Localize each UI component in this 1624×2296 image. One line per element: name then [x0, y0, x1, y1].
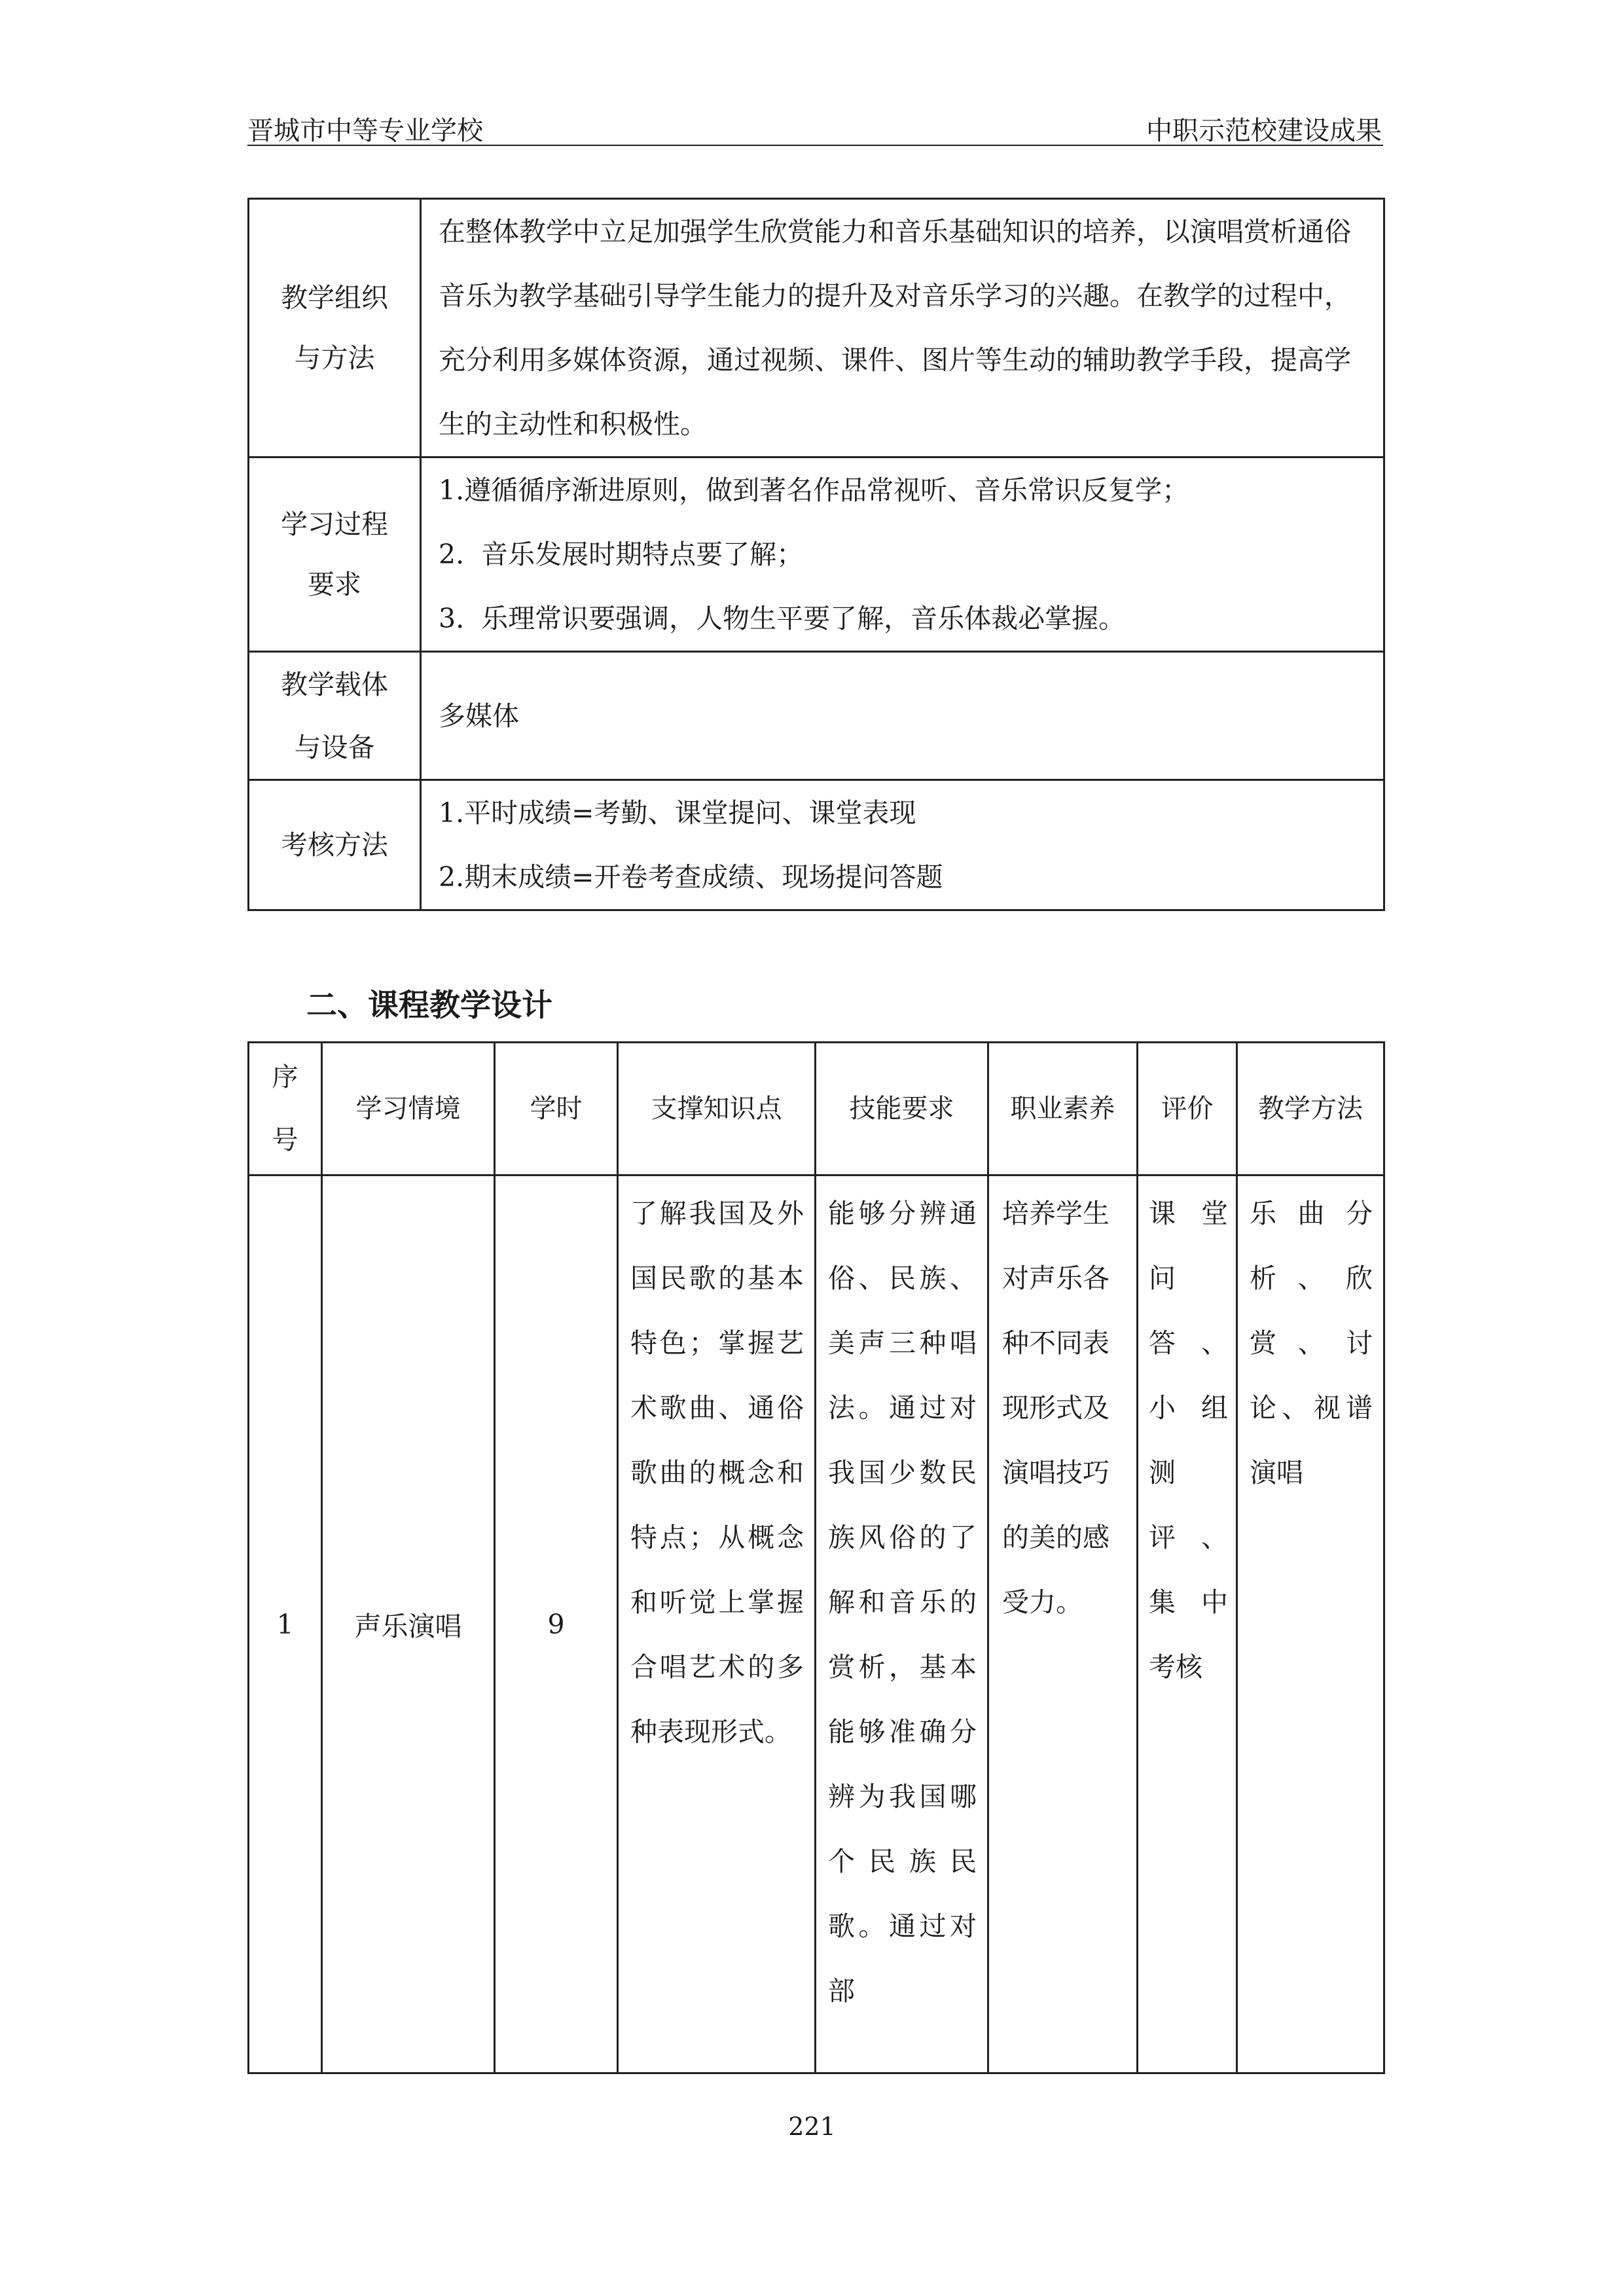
list-item: 1.平时成绩=考勤、课堂提问、课堂表现	[439, 797, 916, 829]
list-item: 2. 音乐发展时期特点要了解；	[439, 539, 804, 570]
cell-knowledge-points: 了解我国及外国民歌的基本特色；掌握艺术歌曲、通俗歌曲的概念和特点；从概念和听觉上掌握合唱艺术的多种表现形式。	[618, 1175, 816, 2073]
header-evaluation: 评价	[1138, 1043, 1237, 1175]
label-line: 要求	[308, 569, 361, 600]
section-title: 二、课程教学设计	[306, 988, 552, 1024]
row-label-teaching-organization	[249, 199, 421, 457]
header-seq	[249, 1043, 322, 1175]
header-learning-context: 学习情境	[322, 1043, 495, 1175]
header-professional-quality: 职业素养	[988, 1043, 1138, 1175]
header-hours: 学时	[495, 1043, 618, 1175]
cell-professional-quality: 培养学生对声乐各种不同表现形式及演唱技巧的美的感受力。	[988, 1175, 1138, 2073]
label-line: 考核方法	[281, 829, 388, 861]
label-line: 教学载体	[281, 668, 388, 700]
row-label-learning-requirements	[249, 457, 421, 652]
learning-requirements-content	[421, 457, 1384, 652]
table-row	[249, 652, 1384, 780]
list-item: 2.期末成绩=开卷考查成绩、现场提问答题	[439, 861, 943, 893]
course-info-table	[247, 198, 1385, 911]
page-number: 221	[788, 2112, 836, 2141]
label-line: 与方法	[294, 342, 375, 374]
cell-learning-context: 声乐演唱	[322, 1175, 495, 2073]
header-line: 序	[272, 1062, 298, 1092]
course-design-table	[247, 1041, 1385, 2074]
cell-skill-requirements: 能够分辨通俗、民族、美声三种唱法。通过对我国少数民族风俗的了解和音乐的赏析，基本能够准确分辨为我国哪个民族民歌。通过对部	[816, 1175, 988, 2073]
table-row	[249, 457, 1384, 652]
table-header-row	[249, 1043, 1384, 1175]
list-item: 3. 乐理常识要强调，人物生平要了解，音乐体裁必掌握。	[439, 603, 1126, 634]
teaching-equipment-content: 多媒体	[421, 652, 1384, 780]
header-line: 号	[272, 1125, 298, 1155]
list-item: 1.遵循循序渐进原则，做到著名作品常视听、音乐常识反复学；	[439, 475, 1189, 506]
row-label-teaching-equipment	[249, 652, 421, 780]
cell-evaluation: 课堂问答、小组测评、集中考核	[1138, 1175, 1237, 2073]
table-row	[249, 780, 1384, 910]
row-label-assessment-method	[249, 780, 421, 910]
cell-teaching-method: 乐曲分析、欣赏、讨论、视谱演唱	[1237, 1175, 1384, 2073]
header-document-title: 中职示范校建设成果	[1146, 116, 1382, 146]
label-line: 学习过程	[281, 509, 388, 540]
label-line: 与设备	[294, 731, 375, 763]
cell-seq: 1	[249, 1175, 322, 2073]
header-knowledge-points: 支撑知识点	[618, 1043, 816, 1175]
label-line: 教学组织	[281, 282, 388, 314]
header-divider	[247, 145, 1383, 146]
teaching-organization-content: 在整体教学中立足加强学生欣赏能力和音乐基础知识的培养，以演唱赏析通俗音乐为教学基础引导学生能力的提升及对音乐学习的兴趣。在教学的过程中，充分利用多媒体资源，通过视频、课件、图片等生动的辅助教学手段，提高学生的主动性和积极性。	[421, 199, 1384, 457]
header-school-name: 晋城市中等专业学校	[247, 116, 483, 146]
table-row	[249, 1175, 1384, 2073]
header-teaching-method: 教学方法	[1237, 1043, 1384, 1175]
cell-hours: 9	[495, 1175, 618, 2073]
assessment-method-content	[421, 780, 1384, 910]
header-skill-requirements: 技能要求	[816, 1043, 988, 1175]
table-row	[249, 199, 1384, 457]
